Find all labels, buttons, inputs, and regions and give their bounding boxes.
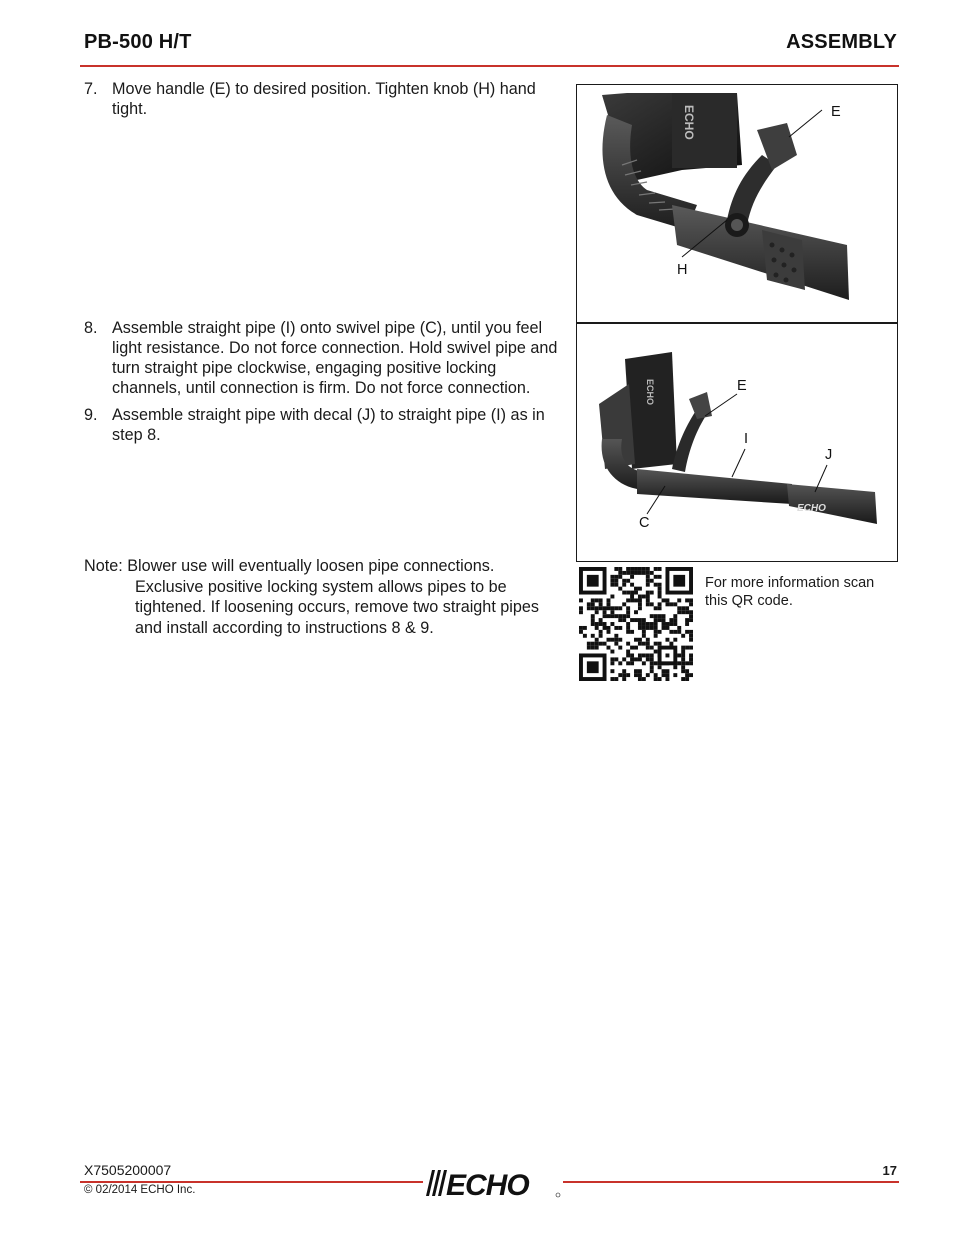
- svg-text:ECHO: ECHO: [645, 379, 655, 406]
- note-first-line: Note: Blower use will eventually loosen pipe connections.: [84, 557, 495, 575]
- step-7: [84, 79, 564, 119]
- svg-text:ECHO: ECHO: [682, 105, 696, 140]
- step-number: 7.: [84, 80, 98, 98]
- header-divider: [80, 65, 899, 67]
- section-title: ASSEMBLY: [786, 31, 897, 53]
- step-text: Assemble straight pipe with decal (J) to straight pipe (I) as in step 8.: [112, 406, 545, 444]
- step-number: 9.: [84, 406, 98, 424]
- logo-wordmark: ECHO: [446, 1169, 529, 1200]
- callout-e: E: [737, 378, 747, 394]
- step-text: Move handle (E) to desired position. Tighten knob (H) hand tight.: [112, 80, 536, 118]
- note-body: Exclusive positive locking system allows pipes to be tightened. If loosening occurs, remove two straight pipes and install according to instructions 8 & 9.: [135, 577, 540, 637]
- callout-e: E: [831, 104, 841, 120]
- echo-logo: [422, 1166, 564, 1200]
- page-number: 17: [882, 1163, 897, 1178]
- step-text: Assemble straight pipe (I) onto swivel pipe (C), until you feel light resistance. Do not force connection. Hold swivel pipe and turn straight pipe clockwise, engaging positive locking channels, until connection is firm. Do not force connection.: [112, 319, 558, 397]
- figure-pipe-assembly: [576, 323, 898, 562]
- qr-code[interactable]: [579, 567, 693, 681]
- step-number: 8.: [84, 319, 98, 337]
- blower-pipe-photo: [577, 324, 897, 561]
- footer-divider-left: [80, 1181, 423, 1183]
- callout-h: H: [677, 262, 688, 278]
- step-9: [84, 405, 564, 445]
- document-code: X7505200007: [84, 1162, 172, 1178]
- callout-c: C: [639, 515, 650, 531]
- svg-text:ECHO: ECHO: [797, 503, 826, 514]
- blower-handle-photo: [577, 85, 897, 322]
- step-8: [84, 318, 564, 398]
- copyright: © 02/2014 ECHO Inc.: [84, 1184, 196, 1196]
- note-block: [84, 556, 564, 638]
- callout-j: J: [825, 447, 833, 463]
- footer-divider-right: [563, 1181, 899, 1183]
- model-title: PB-500 H/T: [84, 31, 192, 53]
- qr-caption: For more information scan this QR code.: [705, 575, 875, 609]
- figure-handle-adjust: [576, 84, 898, 323]
- callout-i: I: [744, 431, 749, 447]
